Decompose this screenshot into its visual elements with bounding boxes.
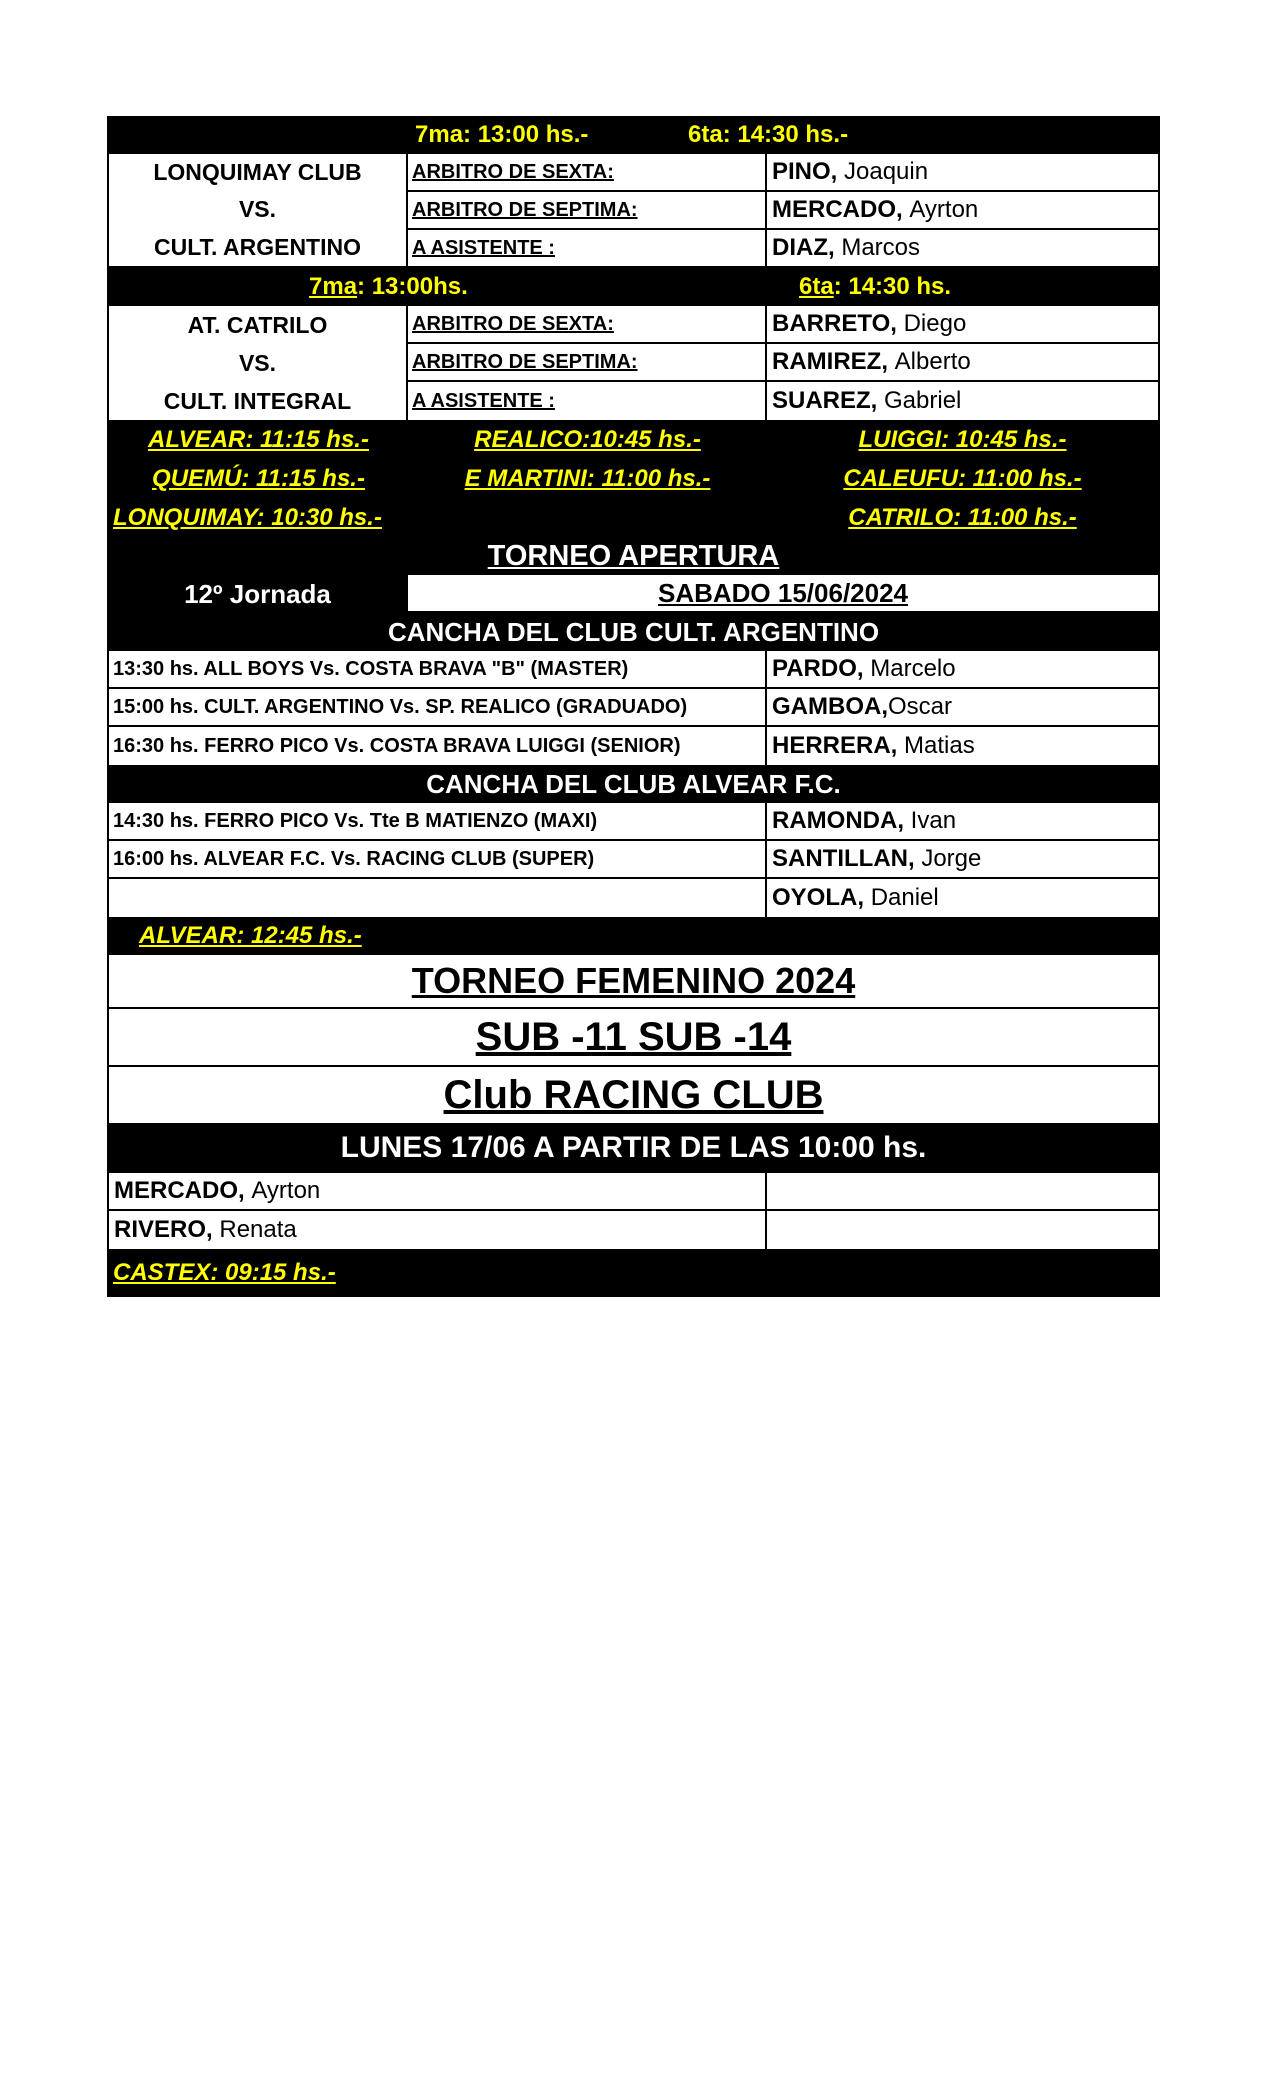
jornada-label: 12º Jornada (184, 578, 331, 609)
venue2-match1: 14:30 hs. FERRO PICO Vs. Tte B MATIENZO (MAXI) (113, 809, 598, 832)
venue1-ref1-first: Marcelo (870, 655, 956, 682)
departure-catrilo: CATRILO: 11:00 hs.- (848, 503, 1077, 531)
apertura-departure-row (109, 917, 1158, 955)
block2-ref2-first: Alberto (894, 348, 971, 375)
venue1-match2: 15:00 hs. CULT. ARGENTINO Vs. SP. REALICO (GRADUADO) (113, 695, 688, 718)
block1-role-asistente: A ASISTENTE : (412, 236, 555, 259)
table-row (109, 727, 1158, 765)
departure-alvear-apertura: ALVEAR: 12:45 hs.- (139, 922, 362, 949)
match-date: SABADO 15/06/2024 (657, 577, 909, 608)
block2-vs: VS. (238, 349, 277, 376)
departure-quemu: QUEMÚ: 11:15 hs.- (152, 464, 365, 492)
table-row (109, 841, 1158, 879)
block1-role-septima: ARBITRO DE SEPTIMA: (412, 198, 638, 221)
block2-7ma-label: 7ma (309, 273, 358, 300)
block2-7ma-time: : 13:00hs. (357, 273, 468, 300)
torneo-apertura-title: TORNEO APERTURA (487, 539, 780, 572)
block1-team-home: LONQUIMAY CLUB (153, 159, 362, 186)
venue2-title: CANCHA DEL CLUB ALVEAR F.C. (426, 768, 841, 799)
referee-schedule-sheet (107, 116, 1160, 1297)
venue2-ref1-last: RAMONDA, (772, 807, 904, 834)
venue1-ref2-last: GAMBOA, (772, 693, 888, 720)
femenino-schedule-row (109, 1123, 1158, 1173)
table-row (109, 1173, 1158, 1211)
table-row (109, 879, 1158, 917)
block2-time-header (109, 268, 1158, 306)
venue1-title: CANCHA DEL CLUB CULT. ARGENTINO (387, 616, 880, 647)
table-row (109, 689, 1158, 727)
femenino-ref2-first: Renata (219, 1216, 297, 1243)
block1-time-header (109, 116, 1158, 154)
jornada-row (109, 575, 1158, 613)
femenino-ref1-first: Ayrton (251, 1177, 321, 1204)
block2-match (109, 306, 1158, 420)
departure-realico: REALICO:10:45 hs.- (474, 425, 701, 453)
femenino-title: TORNEO FEMENINO 2024 (411, 960, 856, 1001)
block2-team-home: AT. CATRILO (187, 311, 328, 338)
femenino-title-row (109, 955, 1158, 1009)
block1-role-sexta: ARBITRO DE SEXTA: (412, 160, 614, 183)
venue2-ref3-last: OYOLA, (772, 884, 865, 911)
block1-teams (109, 154, 408, 266)
venue1-match1: 13:30 hs. ALL BOYS Vs. COSTA BRAVA "B" (MASTER) (113, 657, 629, 680)
venue1-match3: 16:30 hs. FERRO PICO Vs. COSTA BRAVA LUIGGI (SENIOR) (113, 734, 681, 757)
femenino-categories: SUB -11 SUB -14 (475, 1014, 792, 1059)
femenino-schedule: LUNES 17/06 A PARTIR DE LAS 10:00 hs. (340, 1131, 927, 1164)
venue2-match2: 16:00 hs. ALVEAR F.C. Vs. RACING CLUB (SUPER) (113, 847, 595, 870)
femenino-club-row (109, 1067, 1158, 1123)
table-row (109, 1211, 1158, 1249)
block1-vs: VS. (238, 196, 277, 223)
block1-team-away: CULT. ARGENTINO (154, 233, 361, 260)
block1-match (109, 154, 1158, 268)
departure-e-martini: E MARTINI: 11:00 hs.- (464, 464, 711, 492)
venue1-ref2-first: Oscar (888, 693, 953, 720)
departure-luiggi: LUIGGI: 10:45 hs.- (858, 425, 1067, 453)
table-row (109, 803, 1158, 841)
venue1-ref1-last: PARDO, (772, 655, 864, 682)
departure-castex: CASTEX: 09:15 hs.- (113, 1259, 336, 1286)
departure-caleufu: CALEUFU: 11:00 hs.- (843, 464, 1082, 492)
block1-ref1-first: Joaquin (844, 158, 929, 185)
block1-ref3-first: Marcos (841, 234, 921, 261)
departure-lonquimay: LONQUIMAY: 10:30 hs.- (113, 503, 382, 531)
block2-team-away: CULT. INTEGRAL (163, 387, 352, 414)
venue2-header (109, 765, 1158, 803)
block2-role-sexta: ARBITRO DE SEXTA: (412, 312, 614, 335)
block1-7ma-time: 7ma: 13:00 hs.- (415, 121, 589, 148)
block2-ref1-first: Diego (903, 310, 967, 337)
femenino-ref2-last: RIVERO, (114, 1216, 213, 1243)
block1-ref1-last: PINO, (772, 158, 838, 185)
departures-panel (109, 420, 1158, 575)
block2-ref2-last: RAMIREZ, (772, 348, 888, 375)
block2-role-septima: ARBITRO DE SEPTIMA: (412, 350, 638, 373)
block2-6ta-label: 6ta (799, 273, 834, 300)
block2-ref1-last: BARRETO, (772, 310, 897, 337)
block2-ref3-first: Gabriel (884, 387, 962, 414)
venue2-ref3-first: Daniel (870, 884, 939, 911)
block1-ref2-first: Ayrton (909, 196, 979, 223)
venue1-ref3-first: Matias (904, 732, 975, 759)
block2-teams (109, 306, 408, 420)
venue1-header (109, 613, 1158, 651)
departure-alvear: ALVEAR: 11:15 hs.- (148, 425, 369, 453)
table-row (109, 651, 1158, 689)
femenino-departure-row (109, 1249, 1158, 1297)
femenino-categories-row (109, 1009, 1158, 1067)
venue1-ref3-last: HERRERA, (772, 732, 898, 759)
venue2-ref2-first: Jorge (921, 845, 982, 872)
femenino-club: Club RACING CLUB (443, 1072, 824, 1117)
block2-6ta-time: : 14:30 hs. (833, 273, 952, 300)
venue2-ref2-last: SANTILLAN, (772, 845, 915, 872)
femenino-ref1-last: MERCADO, (114, 1177, 245, 1204)
block1-ref2-last: MERCADO, (772, 196, 903, 223)
venue2-ref1-first: Ivan (910, 807, 957, 834)
block2-role-asistente: A ASISTENTE : (412, 389, 555, 412)
block2-ref3-last: SUAREZ, (772, 387, 878, 414)
block1-ref3-last: DIAZ, (772, 234, 835, 261)
block1-6ta-time: 6ta: 14:30 hs.- (688, 121, 849, 148)
